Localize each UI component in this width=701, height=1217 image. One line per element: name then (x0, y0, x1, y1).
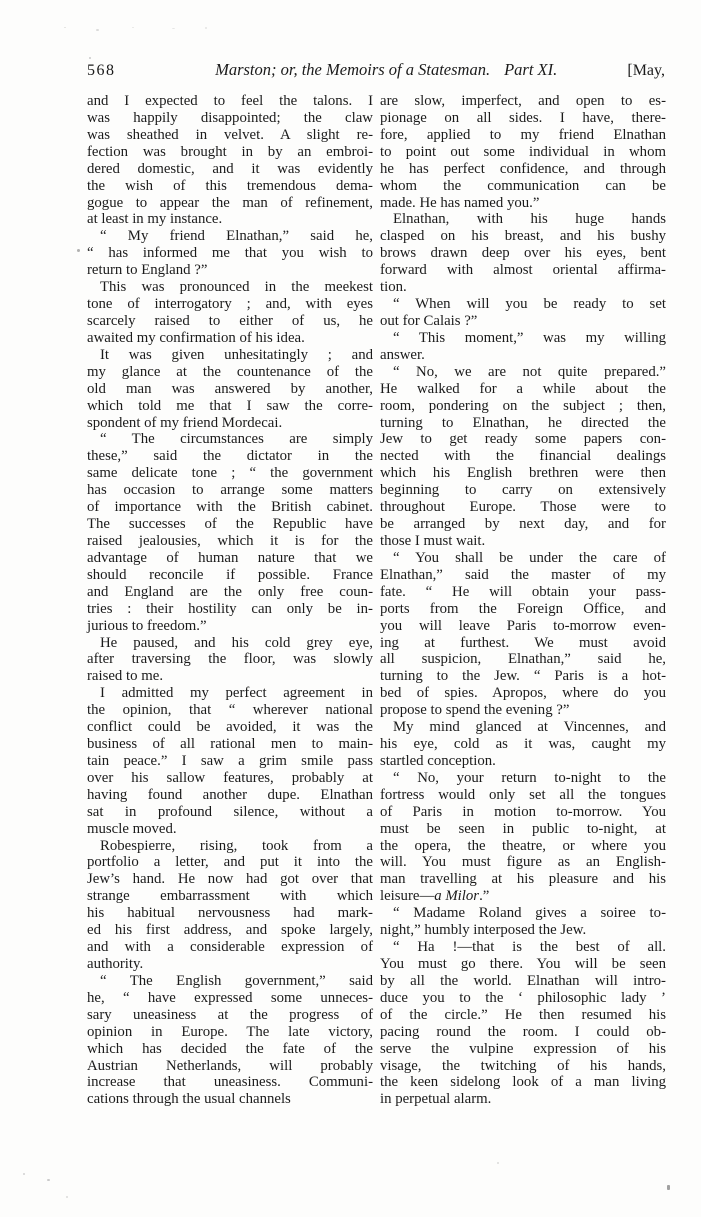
text-line: serve the vulpine expression of his (380, 1040, 666, 1057)
scan-speck (96, 29, 99, 31)
text-line: tion. (380, 279, 407, 296)
text-line: which his English brethren were then (380, 465, 666, 482)
text-line: my glance at the countenance of the (87, 363, 373, 380)
text-line: out for Calais ?” (380, 312, 478, 329)
text-line: It was given unhesitatingly ; and (100, 346, 373, 363)
text-line: has occasion to arrange some matters (87, 482, 373, 499)
text-line: raised jealousies, which it is for the (87, 532, 373, 549)
text-line: was sheathed in velvet. A slight re- (87, 126, 373, 143)
text-line: cations through the usual channels (87, 1091, 291, 1108)
text-line: “ This moment,” was my willing (393, 329, 666, 346)
text-line: “ Madame Roland gives a soiree to- (393, 905, 666, 922)
text-line: muscle moved. (87, 820, 177, 837)
text-line: “ The English government,” said (100, 972, 373, 989)
text-line: turning to Elnathan, he directed the (380, 414, 666, 431)
text-line: I admitted my perfect agreement in (100, 685, 373, 702)
text-line: which has decided the fate of the (87, 1040, 373, 1057)
text-line: nected with the financial dealings (380, 448, 666, 465)
text-line: You must go there. You will be seen (380, 956, 666, 973)
text-line: after traversing the floor, was slowly (87, 651, 373, 668)
scan-speck (667, 1185, 670, 1190)
text-line: the opera, the theatre, or where you (380, 837, 666, 854)
text-line: This was pronounced in the meekest (100, 279, 373, 296)
text-line: fection was brought in by an embroi- (87, 143, 373, 160)
page-header (87, 60, 665, 80)
text-line: these,” said the dictator in the (87, 448, 373, 465)
text-line: clasped on his breast, and his bushy (380, 228, 666, 245)
scan-speck (23, 1173, 25, 1175)
text-line: Austrian Netherlands, will probably (87, 1057, 373, 1074)
text-line: beginning to carry on extensively (380, 482, 666, 499)
text-line: answer. (380, 346, 425, 363)
text-line: “ The circumstances are simply (100, 431, 373, 448)
text-line: pionage on all sides. I have, there- (380, 109, 666, 126)
text-line: fate. “ He will obtain your pass- (380, 583, 666, 600)
text-line: must be seen in public to-night, at (380, 820, 666, 837)
text-line: My mind glanced at Vincennes, and (393, 719, 666, 736)
text-line: throughout Europe. Those were to (380, 499, 666, 516)
text-line: turning to the Jew. “ Paris is a hot- (380, 668, 666, 685)
text-line: having found another dupe. Elnathan (87, 786, 373, 803)
text-line: those I must wait. (380, 532, 486, 549)
text-line: “ Ha !—that is the best of all. (393, 939, 666, 956)
text-line: awaited my confirmation of his idea. (87, 329, 305, 346)
text-line: forward with almost oriental affirma- (380, 262, 666, 279)
text-line: and England are the only free coun- (87, 583, 373, 600)
text-line: the keen sidelong look of a man living (380, 1074, 666, 1091)
text-line: spondent of my friend Mordecai. (87, 414, 283, 431)
text-line: Jew to get ready some papers con- (380, 431, 666, 448)
text-line: startled conception. (380, 752, 496, 769)
scan-speck (77, 249, 80, 252)
text-line: strange embarrassment with which (87, 888, 373, 905)
text-line: ports from the Foreign Office, and (380, 600, 666, 617)
text-line: “ When will you be ready to set (393, 296, 666, 313)
scan-speck (47, 1179, 50, 1181)
scan-speck (66, 1196, 68, 1198)
text-line: “ You shall be under the care of (393, 549, 666, 566)
text-line: return to England ?” (87, 262, 208, 279)
scan-speck (64, 27, 66, 28)
text-line: portfolio a letter, and put it into the (87, 854, 373, 871)
text-line: his habitual nervousness had mark- (87, 905, 373, 922)
scan-speck (172, 28, 175, 29)
text-line: propose to spend the evening ?” (380, 702, 570, 719)
scan-speck (205, 27, 207, 29)
text-line: should reconcile if possible. France (87, 566, 373, 583)
text-line: over his sallow features, probably at (87, 769, 373, 786)
text-line: opinion in Europe. The late victory, (87, 1023, 373, 1040)
text-line: will. You must figure as an English- (380, 854, 666, 871)
text-line: same delicate tone ; “ the government (87, 465, 373, 482)
text-line: brows drawn deep over his eyes, bent (380, 245, 666, 262)
text-line: duce you to the ‘ philosophic lady ’ (380, 989, 666, 1006)
text-line: advantage of human nature that we (87, 549, 373, 566)
text-columns (87, 93, 666, 1108)
text-line: gogue to appear the man of refinement, (87, 194, 373, 211)
running-title (145, 60, 627, 80)
text-line: conflict could be avoided, it was the (87, 719, 373, 736)
running-title-text: Marston; or, the Memoirs of a Statesman. (215, 60, 491, 79)
scan-speck (132, 27, 134, 28)
text-line: you will leave Paris to-morrow even- (380, 617, 666, 634)
text-line: whom the communication can be (380, 177, 666, 194)
text-line: fore, applied to my friend Elnathan (380, 126, 666, 143)
text-line: ing at furthest. We must avoid (380, 634, 666, 651)
text-line: and with a considerable expression of (87, 939, 373, 956)
text-line: The successes of the Republic have (87, 516, 373, 533)
text-line: at least in my instance. (87, 211, 223, 228)
issue-date: [May, (627, 62, 665, 79)
text-line: tain peace.” I saw a grim smile pass (87, 752, 373, 769)
text-line: leisure—a Milor.” (380, 888, 490, 905)
text-line: all suspicion, Elnathan,” said he, (380, 651, 666, 668)
text-line: tone of interrogatory ; and, with eyes (87, 296, 373, 313)
scan-speck (497, 1162, 499, 1164)
text-line: he has perfect confidence, and through (380, 160, 666, 177)
text-line: of the circle.” He then resumed his (380, 1006, 666, 1023)
text-line: man travelling at his pleasure and his (380, 871, 666, 888)
text-line: made. He has named you.” (380, 194, 540, 211)
text-line: increase that uneasiness. Communi- (87, 1074, 373, 1091)
text-line: was happily disappointed; the claw (87, 109, 373, 126)
text-line: the wish of this tremendous dema- (87, 177, 373, 194)
text-line: “ has informed me that you wish to (87, 245, 373, 262)
text-line: be arranged by next day, and for (380, 516, 666, 533)
text-line: scarcely raised to either of us, he (87, 312, 373, 329)
text-line: visage, the twitching of his hands, (380, 1057, 666, 1074)
left-column (87, 93, 373, 1108)
text-line: he, “ have expressed some unneces- (87, 989, 373, 1006)
text-line: fortress would only set all the tongues (380, 786, 666, 803)
text-line: and I expected to feel the talons. I (87, 93, 373, 109)
text-line: Robespierre, rising, took from a (100, 837, 373, 854)
text-line: pacing round the room. I could ob- (380, 1023, 666, 1040)
text-line: room, pondering on the subject ; then, (380, 397, 666, 414)
page-number: 568 (87, 62, 116, 79)
right-column (380, 93, 666, 1108)
text-line: He walked for a while about the (380, 380, 666, 397)
text-line: business of all rational men to main- (87, 736, 373, 753)
text-line: Elnathan, with his huge hands (393, 211, 666, 228)
text-line: old man was answered by another, (87, 380, 373, 397)
text-line: night,” humbly interposed the Jew. (380, 922, 587, 939)
text-line: “ My friend Elnathan,” said he, (100, 228, 373, 245)
text-line: dered domestic, and it was evidently (87, 160, 373, 177)
text-line: by all the world. Elnathan will intro- (380, 972, 666, 989)
text-line: of importance with the British cabinet. (87, 499, 373, 516)
text-line: the opinion, that “ wherever national (87, 702, 373, 719)
text-line: sat in profound silence, without a (87, 803, 373, 820)
scan-speck (89, 57, 91, 59)
text-line: “ No, we are not quite prepared.” (393, 363, 666, 380)
text-line: raised to me. (87, 668, 164, 685)
text-line: “ No, your return to-night to the (393, 769, 666, 786)
text-line: He paused, and his cold grey eye, (100, 634, 373, 651)
text-line: his eye, cold as it was, caught my (380, 736, 666, 753)
text-line: sary uneasiness at the progress of (87, 1006, 373, 1023)
text-line: ed his first address, and spoke largely, (87, 922, 373, 939)
text-line: to point out some individual in whom (380, 143, 666, 160)
part-label: Part XI. (504, 60, 558, 79)
text-line: are slow, imperfect, and open to es- (380, 93, 666, 109)
text-line: Jew’s hand. He now had got over that (87, 871, 373, 888)
text-line: Elnathan,” said the master of my (380, 566, 666, 583)
text-line: bed of spies. Apropos, where do you (380, 685, 666, 702)
text-line: authority. (87, 956, 144, 973)
text-line: in perpetual alarm. (380, 1091, 492, 1108)
text-line: jurious to freedom.” (87, 617, 207, 634)
text-line: tries : their hostility can only be in- (87, 600, 373, 617)
text-line: which told me that I saw the corre- (87, 397, 373, 414)
text-line: of Paris in motion to-morrow. You (380, 803, 666, 820)
